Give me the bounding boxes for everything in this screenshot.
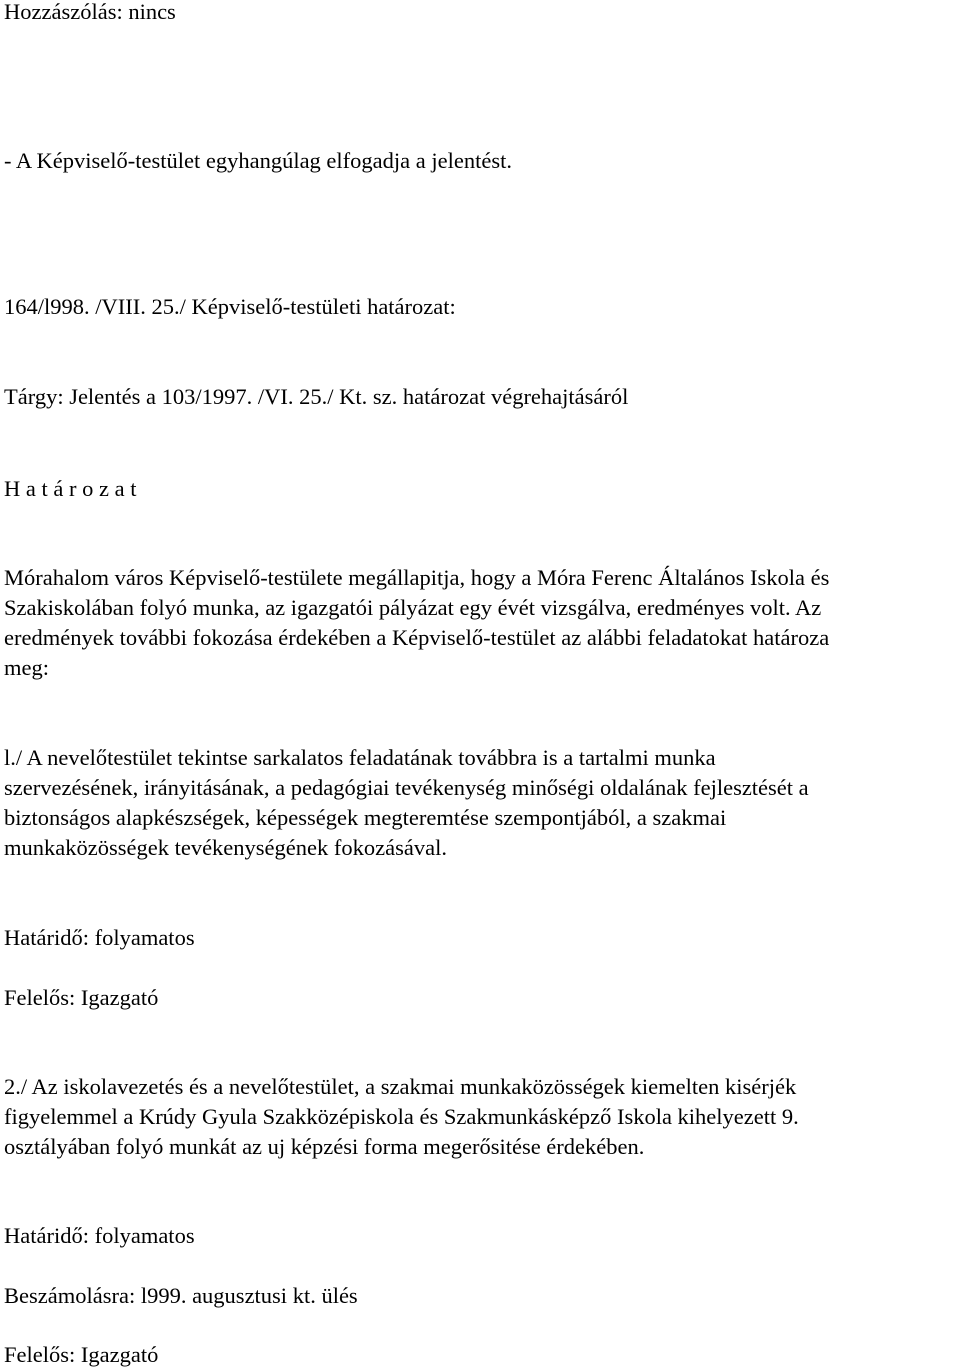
item-1-line: szervezésének, irányitásának, a pedagógiai tevékenység minőségi oldalának fejlesztését a (4, 775, 809, 800)
decision-note: - A Képviselő-testület egyhangúlag elfogadja a jelentést. (4, 148, 512, 173)
intro-line: eredmények további fokozása érdekében a Képviselő-testület az alábbi feladatokat határoza (4, 625, 830, 650)
resolution-heading: H a t á r o z a t (4, 476, 137, 501)
resolution-number: 164/l998. /VIII. 25./ Képviselő-testületi határozat: (4, 294, 456, 319)
item-2-line: figyelemmel a Krúdy Gyula Szakközépiskola és Szakmunkásképző Iskola kihelyezett 9. (4, 1104, 799, 1129)
intro-line: Szakiskolában folyó munka, az igazgatói pályázat egy évét vizsgálva, eredményes volt. Az (4, 595, 822, 620)
item-1-paragraph (4, 743, 954, 863)
intro-paragraph (4, 563, 954, 683)
item-1-line: biztonságos alapkészségek, képességek megteremtése szempontjából, a szakmai (4, 805, 727, 830)
item-2-responsible: Felelős: Igazgató (4, 1342, 159, 1367)
intro-line: Mórahalom város Képviselő-testülete megállapitja, hogy a Móra Ferenc Általános Iskola és (4, 565, 830, 590)
subject-line: Tárgy: Jelentés a 103/1997. /VI. 25./ Kt. sz. határozat végrehajtásáról (4, 384, 629, 409)
intro-line: meg: (4, 655, 49, 680)
item-2-report: Beszámolásra: l999. augusztusi kt. ülés (4, 1283, 358, 1308)
item-1-line: munkaközösségek tevékenységének fokozásával. (4, 835, 447, 860)
item-1-deadline: Határidő: folyamatos (4, 925, 195, 950)
comments-line: Hozzászólás: nincs (4, 0, 176, 24)
item-2-deadline: Határidő: folyamatos (4, 1223, 195, 1248)
item-2-line: osztályában folyó munkát az uj képzési forma megerősitése érdekében. (4, 1134, 645, 1159)
item-2-line: 2./ Az iskolavezetés és a nevelőtestület, a szakmai munkaközösségek kiemelten kisérjék (4, 1074, 797, 1099)
item-1-responsible: Felelős: Igazgató (4, 985, 159, 1010)
item-1-line: l./ A nevelőtestület tekintse sarkalatos feladatának továbbra is a tartalmi munka (4, 745, 716, 770)
item-2-paragraph (4, 1072, 954, 1162)
